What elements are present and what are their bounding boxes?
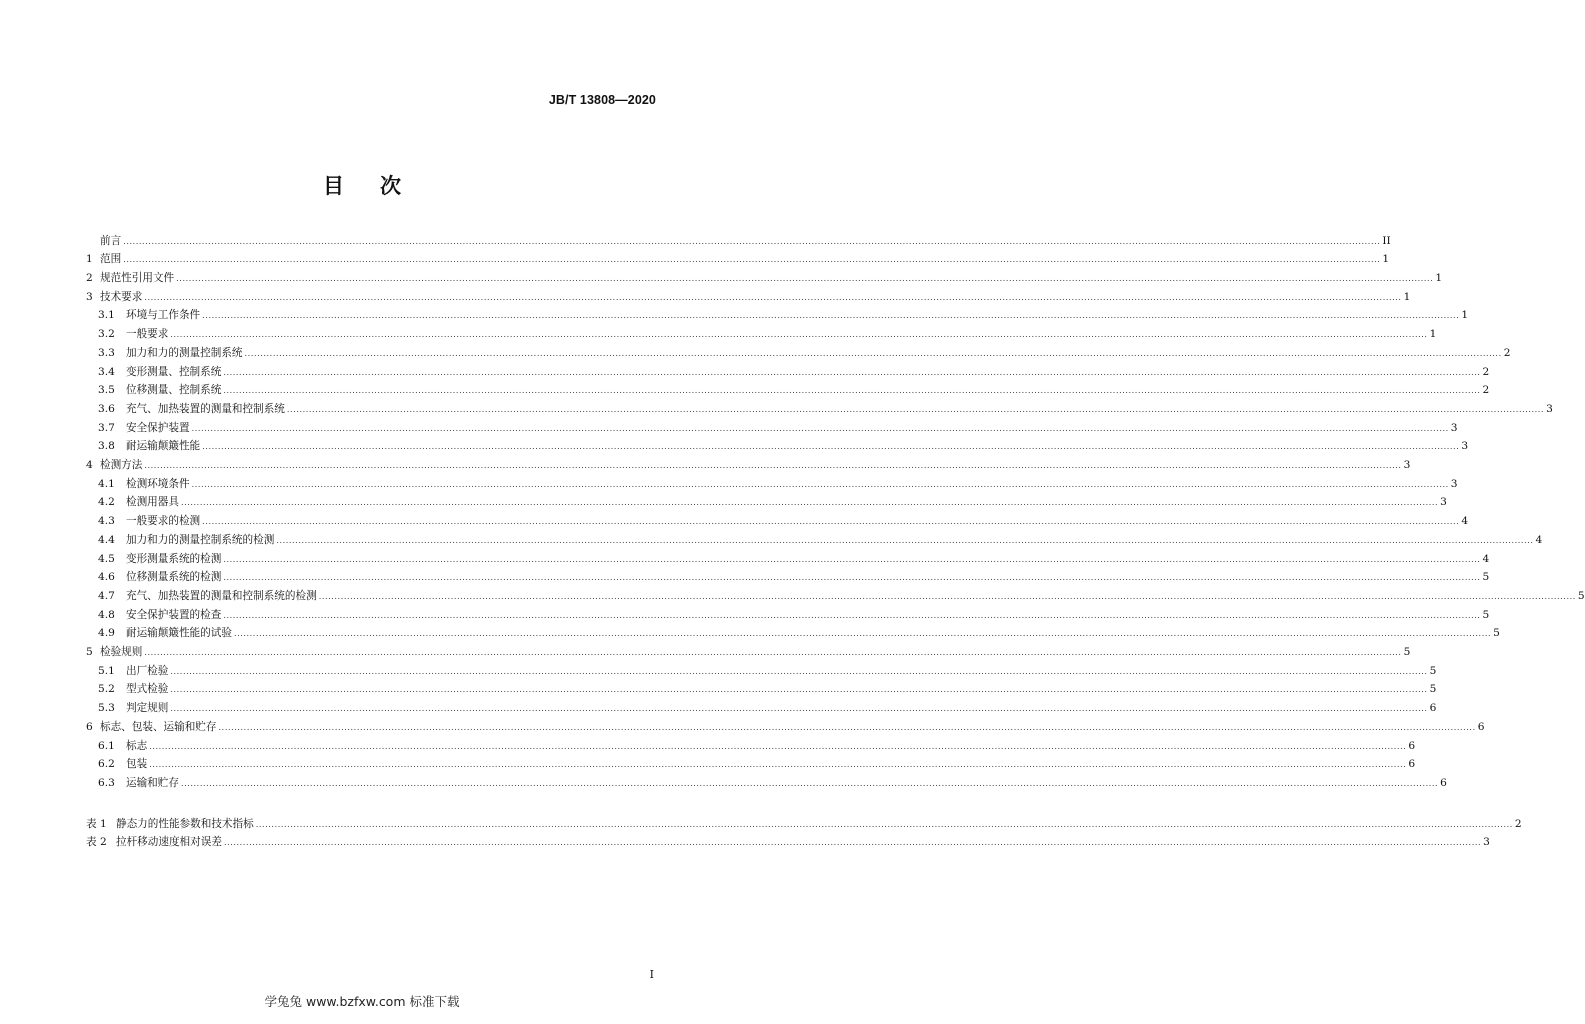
toc-entry-number: 4.9 [98,627,115,640]
toc-entry-label: 位移测量系统的检测 [126,571,222,584]
watermark-text: 学兔兔 www.bzfxw.com 标准下载 [264,994,460,1009]
toc-entry-page: 5 [1429,683,1437,696]
toc-entry-label: 耐运输颠簸性能的试验 [126,627,232,640]
toc-entry-page: 3 [1440,496,1447,509]
toc-entry-label: 运输和贮存 [126,776,179,789]
dot-leader: ................................................................................................................................................................................................................................................................................................................................................................................................................ [286,404,1545,414]
toc-entry[interactable] [98,397,1553,416]
dot-leader: ................................................................................................................................................................................................................................................................................................................................................................................................................ [149,760,1407,770]
table-list-entry[interactable] [86,831,1490,850]
toc-entry-page: 5 [1493,627,1500,640]
toc-entry[interactable] [98,678,1437,697]
toc-entry-page: 3 [1483,836,1490,849]
toc-entry[interactable] [98,341,1511,360]
toc-entry-number: 3.7 [98,421,115,434]
toc-entry[interactable] [98,379,1490,398]
dot-leader: ................................................................................................................................................................................................................................................................................................................................................................................................................ [144,648,1402,658]
toc-entry-page: 6 [1477,720,1485,733]
toc-entry-page: 6 [1429,702,1437,715]
toc-entry-page: 5 [1429,664,1437,677]
toc-entry-number: 5.1 [98,664,115,677]
toc-entry[interactable] [98,622,1500,641]
toc-entry-page: 3 [1403,459,1411,472]
toc-entry-label: 技术要求 [100,290,143,303]
toc-entry-label: 充气、加热装置的测量和控制系统 [126,402,285,415]
toc-entry-page: 6 [1408,758,1416,771]
toc-entry-label: 前言 [100,234,122,247]
dot-leader: ................................................................................................................................................................................................................................................................................................................................................................................................................ [223,610,1481,620]
toc-entry-number: 3.6 [98,402,115,415]
toc-entry-page: 5 [1482,571,1490,584]
toc-entry-label: 检验规则 [100,646,143,659]
toc-entry-page: 3 [1546,402,1553,415]
toc-entry-page: 3 [1450,477,1458,490]
toc-entry-page: 5 [1403,646,1411,659]
dot-leader: ................................................................................................................................................................................................................................................................................................................................................................................................................ [176,274,1434,284]
toc-entry-number: 4.7 [98,589,115,602]
toc-entry-label: 标志 [126,739,148,752]
toc-entry-number: 4 [86,459,93,472]
toc-entry[interactable] [98,753,1416,772]
toc-entry[interactable] [98,472,1458,491]
dot-leader: ................................................................................................................................................................................................................................................................................................................................................................................................................ [218,722,1476,732]
dot-leader: ................................................................................................................................................................................................................................................................................................................................................................................................................ [223,386,1481,396]
toc-entry[interactable] [98,566,1490,585]
toc-entry-label: 加力和力的测量控制系统的检测 [126,533,275,546]
toc-entry-label: 型式检验 [126,683,169,696]
toc-entry-number: 3.1 [98,309,115,322]
toc-entry-label: 环境与工作条件 [126,309,201,322]
toc-entry-number: 2 [86,272,93,285]
title-char-2: 次 [380,174,401,198]
toc-entry-label: 一般要求 [126,328,169,341]
title-char-1: 目 [323,174,344,198]
toc-entry[interactable] [98,416,1458,435]
toc-entry-label: 安全保护装置的检查 [126,608,222,621]
toc-entry[interactable] [98,304,1469,323]
dot-leader: ................................................................................................................................................................................................................................................................................................................................................................................................................ [144,292,1402,302]
standard-code: JB/T 13808—2020 [548,93,656,107]
dot-leader: ................................................................................................................................................................................................................................................................................................................................................................................................................ [170,685,1428,695]
toc-entry-number: 4.6 [98,571,115,584]
toc-entry-label: 检测方法 [100,459,143,472]
toc-entry-number: 5 [86,646,93,659]
toc-entry-page: II [1382,234,1391,247]
toc-entry-label: 加力和力的测量控制系统 [126,346,243,359]
toc-entry-number: 3 [86,290,93,303]
toc-entry[interactable] [86,640,1411,659]
toc-entry-number: 6.1 [98,739,115,752]
dot-leader: ................................................................................................................................................................................................................................................................................................................................................................................................................ [223,554,1481,564]
dot-leader: ................................................................................................................................................................................................................................................................................................................................................................................................................ [223,573,1481,583]
toc-entry[interactable] [98,771,1447,790]
toc-entry-page: 4 [1461,515,1469,528]
toc-entry-label: 规范性引用文件 [100,272,175,285]
dot-leader: ................................................................................................................................................................................................................................................................................................................................................................................................................ [276,535,1534,545]
toc-entry[interactable] [86,285,1411,304]
toc-entry-page: 2 [1503,346,1511,359]
toc-entry-number: 4.3 [98,515,115,528]
toc-entry-number: 4.2 [98,496,115,509]
dot-leader: ................................................................................................................................................................................................................................................................................................................................................................................................................ [144,461,1402,471]
dot-leader: ................................................................................................................................................................................................................................................................................................................................................................................................................ [123,236,1381,246]
toc-entry-label: 变形测量、控制系统 [126,365,222,378]
toc-entry-page: 1 [1429,328,1437,341]
dot-leader: ................................................................................................................................................................................................................................................................................................................................................................................................................ [223,838,1482,848]
toc-entry-label: 一般要求的检测 [126,515,201,528]
toc-entry[interactable] [98,435,1469,454]
toc-entry-page: 4 [1535,533,1543,546]
dot-leader: ................................................................................................................................................................................................................................................................................................................................................................................................................ [180,498,1439,508]
toc-entry[interactable] [86,229,1391,248]
table-list-entry[interactable] [86,812,1522,831]
toc-entry-number: 表 2 [86,836,107,849]
toc-entry-number: 6.2 [98,758,115,771]
dot-leader: ................................................................................................................................................................................................................................................................................................................................................................................................................ [170,666,1428,676]
toc-entry[interactable] [86,248,1390,267]
toc-entry[interactable] [98,491,1447,510]
toc-entry-page: 2 [1482,365,1490,378]
toc-entry-page: 1 [1403,290,1411,303]
toc-entry-number: 5.2 [98,683,115,696]
toc-entry-label: 安全保护装置 [126,421,190,434]
dot-leader: ................................................................................................................................................................................................................................................................................................................................................................................................................ [202,442,1460,452]
toc-entry-number: 4.4 [98,533,115,546]
dot-leader: ................................................................................................................................................................................................................................................................................................................................................................................................................ [202,311,1460,321]
dot-leader: ................................................................................................................................................................................................................................................................................................................................................................................................................ [223,367,1481,377]
dot-leader: ................................................................................................................................................................................................................................................................................................................................................................................................................ [244,348,1502,358]
toc-entry-number: 6 [86,720,93,733]
toc-entry-number: 1 [86,253,93,266]
toc-entry-page: 5 [1482,608,1490,621]
toc-entry-label: 判定规则 [126,702,169,715]
toc-entry-page: 2 [1482,384,1490,397]
toc-entry[interactable] [98,547,1490,566]
toc-entry-page: 1 [1382,253,1390,266]
toc-entry-label: 静态力的性能参数和技术指标 [116,817,254,830]
page-title [0,170,724,200]
toc-entry-number: 3.8 [98,440,115,453]
dot-leader: ................................................................................................................................................................................................................................................................................................................................................................................................................ [170,330,1428,340]
toc-entry-label: 标志、包装、运输和贮存 [100,720,217,733]
toc-entry-number: 3.4 [98,365,115,378]
toc-entry-label: 变形测量系统的检测 [126,552,222,565]
toc-entry-label: 包装 [126,758,148,771]
toc-entry-label: 检测环境条件 [126,477,190,490]
toc-entry[interactable] [98,734,1416,753]
toc-entry[interactable] [98,510,1469,529]
dot-leader: ................................................................................................................................................................................................................................................................................................................................................................................................................ [233,629,1492,639]
toc-entry-number: 4.1 [98,477,115,490]
toc-entry-page: 1 [1461,309,1469,322]
toc-entry[interactable] [98,603,1490,622]
toc-entry-label: 出厂检验 [126,664,169,677]
dot-leader: ................................................................................................................................................................................................................................................................................................................................................................................................................ [170,704,1428,714]
toc-entry[interactable] [98,659,1437,678]
toc-entry-label: 位移测量、控制系统 [126,384,222,397]
dot-leader: ................................................................................................................................................................................................................................................................................................................................................................................................................ [255,819,1513,829]
dot-leader: ................................................................................................................................................................................................................................................................................................................................................................................................................ [202,517,1460,527]
page-number: I [649,968,654,981]
toc-entry-label: 范围 [100,253,122,266]
toc-entry-page: 6 [1440,776,1447,789]
dot-leader: ................................................................................................................................................................................................................................................................................................................................................................................................................ [318,591,1576,601]
toc-entry[interactable] [86,266,1443,285]
toc-entry[interactable] [86,715,1485,734]
toc-entry-label: 耐运输颠簸性能 [126,440,201,453]
toc-entry-page: 4 [1482,552,1490,565]
dot-leader: ................................................................................................................................................................................................................................................................................................................................................................................................................ [149,741,1407,751]
dot-leader: ................................................................................................................................................................................................................................................................................................................................................................................................................ [123,255,1381,265]
toc-entry-number: 6.3 [98,776,115,789]
toc-entry-page: 3 [1461,440,1469,453]
toc-entry[interactable] [98,323,1437,342]
toc-entry-number: 3.5 [98,384,115,397]
toc-entry-page: 2 [1514,817,1522,830]
toc-entry[interactable] [98,360,1490,379]
toc-entry-page: 5 [1577,589,1585,602]
toc-entry-number: 4.8 [98,608,115,621]
toc-entry-number: 表 1 [86,817,107,830]
toc-entry-number: 3.3 [98,346,115,359]
toc-entry-number: 3.2 [98,328,115,341]
toc-entry-page: 6 [1408,739,1416,752]
toc-entry-page: 3 [1450,421,1458,434]
toc-entry-page: 1 [1435,272,1443,285]
dot-leader: ................................................................................................................................................................................................................................................................................................................................................................................................................ [180,778,1439,788]
toc-entry[interactable] [98,584,1585,603]
dot-leader: ................................................................................................................................................................................................................................................................................................................................................................................................................ [191,479,1449,489]
toc-entry[interactable] [98,528,1543,547]
toc-entry-number: 5.3 [98,702,115,715]
toc-entry-label: 检测用器具 [126,496,179,509]
toc-entry-label: 拉杆移动速度相对误差 [116,836,222,849]
toc-entry-label: 充气、加热装置的测量和控制系统的检测 [126,589,317,602]
toc-entry[interactable] [98,697,1437,716]
toc-entry[interactable] [86,453,1411,472]
toc-entry-number: 4.5 [98,552,115,565]
dot-leader: ................................................................................................................................................................................................................................................................................................................................................................................................................ [191,423,1449,433]
